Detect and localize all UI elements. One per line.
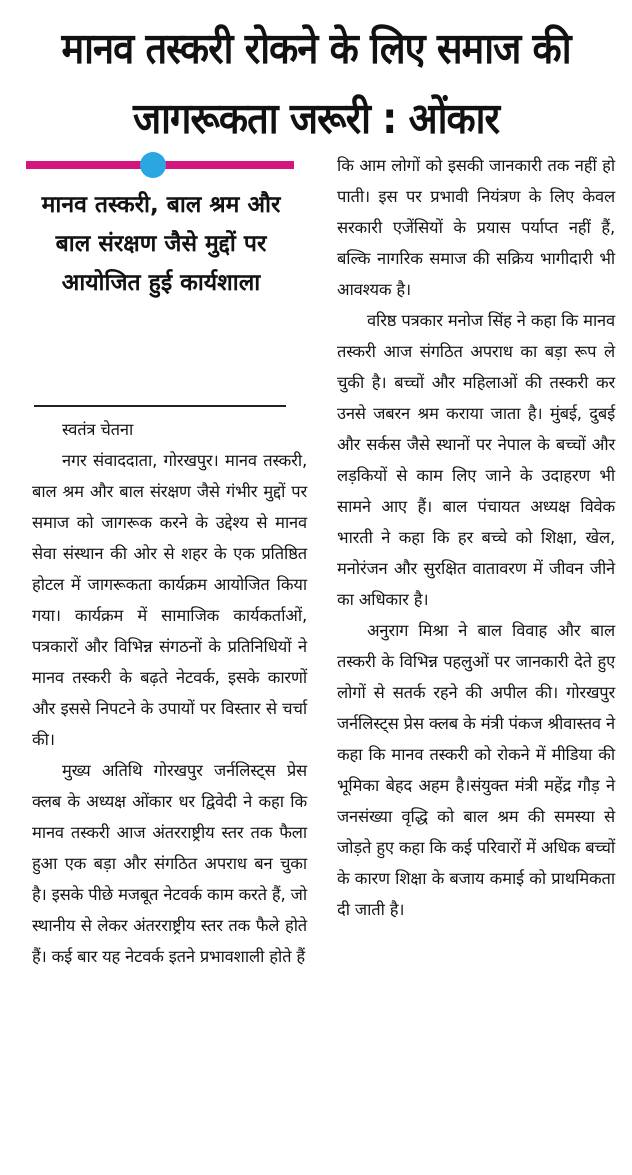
right-paragraph-2: वरिष्ठ पत्रकार मनोज सिंह ने कहा कि मानव तस्करी आज संगठित अपराध का बड़ा रूप ले चुकी है। बच्चों और महिलाओं की तस्करी कर उनसे जबरन श्रम कराया जाता है। मुंबई, दुबई और सर्कस जैसे स्थानों पर नेपाल के बच्चों और लड़कियों से काम लिए जाने के उदाहरण भी सामने आए हैं। बाल पंचायत अध्यक्ष विवेक भारती ने कहा कि हर बच्चे को शिक्षा, खेल, मनोरंजन और सुरक्षित वातावरण में जीवन जीने का अधिकार है।	[337, 311, 615, 609]
subheading-divider	[34, 405, 286, 407]
left-paragraph-2: मुख्य अतिथि गोरखपुर जर्नलिस्ट्स प्रेस क्लब के अध्यक्ष ओंकार धर द्विवेदी ने कहा कि मानव तस्करी आज अंतरराष्ट्रीय स्तर तक फैला हुआ एक बड़ा और संगठित अपराध बन चुका है। इसके पीछे मजबूत नेटवर्क काम करते हैं, जो स्थानीय से लेकर अंतरराष्ट्रीय स्तर तक फैले होते हैं। कई बार यह नेटवर्क इतने प्रभावशाली होते हैं	[32, 761, 307, 966]
subheading: मानव तस्करी, बाल श्रम और बाल संरक्षण जैसे मुद्दों पर आयोजित हुई कार्यशाला	[41, 192, 281, 296]
left-paragraph-1: नगर संवाददाता, गोरखपुर। मानव तस्करी, बाल श्रम और बाल संरक्षण जैसे गंभीर मुद्दों पर समाज को जागरूक करने के उद्देश्य से मानव सेवा संस्थान की ओर से शहर के एक प्रतिष्ठित होटल में जागरूकता कार्यक्रम आयोजित किया गया। कार्यक्रम में सामाजिक कार्यकर्ताओं, पत्रकारों और विभिन्न संगठनों के प्रतिनिधियों ने मानव तस्करी के बढ़ते नेटवर्क, इसके कारणों और इससे निपटने के उपायों पर विस्तार से चर्चा की।	[32, 451, 307, 749]
left-column	[32, 414, 307, 972]
right-column	[337, 150, 615, 925]
headline-line-2: जागरूकता जरूरी : ओंकार	[132, 93, 500, 143]
byline: स्वतंत्र चेतना	[62, 420, 134, 439]
right-paragraph-1: कि आम लोगों को इसकी जानकारी तक नहीं हो पाती। इस पर प्रभावी नियंत्रण के लिए केवल सरकारी एजेंसियों के प्रयास पर्याप्त नहीं हैं, बल्कि नागरिक समाज की सक्रिय भागीदारी भी आवश्यक है।	[337, 156, 615, 299]
right-paragraph-3: अनुराग मिश्रा ने बाल विवाह और बाल तस्करी के विभिन्न पहलुओं पर जानकारी देते हुए लोगों से सतर्क रहने की अपील की। गोरखपुर जर्नलिस्ट्स प्रेस क्लब के मंत्री पंकज श्रीवास्तव ने कहा कि मानव तस्करी को रोकने में मीडिया की भूमिका बेहद अहम है।संयुक्त मंत्री महेंद्र गौड़ ने जनसंख्या वृद्धि को बाल श्रम की समस्या से जोड़ते हुए कहा कि कई परिवारों में अधिक बच्चों के कारण शिक्षा के बजाय कमाई को प्राथमिकता दी जाती है।	[337, 621, 615, 919]
accent-dot	[140, 152, 166, 178]
headline-line-1: मानव तस्करी रोकने के लिए समाज की	[61, 23, 571, 73]
